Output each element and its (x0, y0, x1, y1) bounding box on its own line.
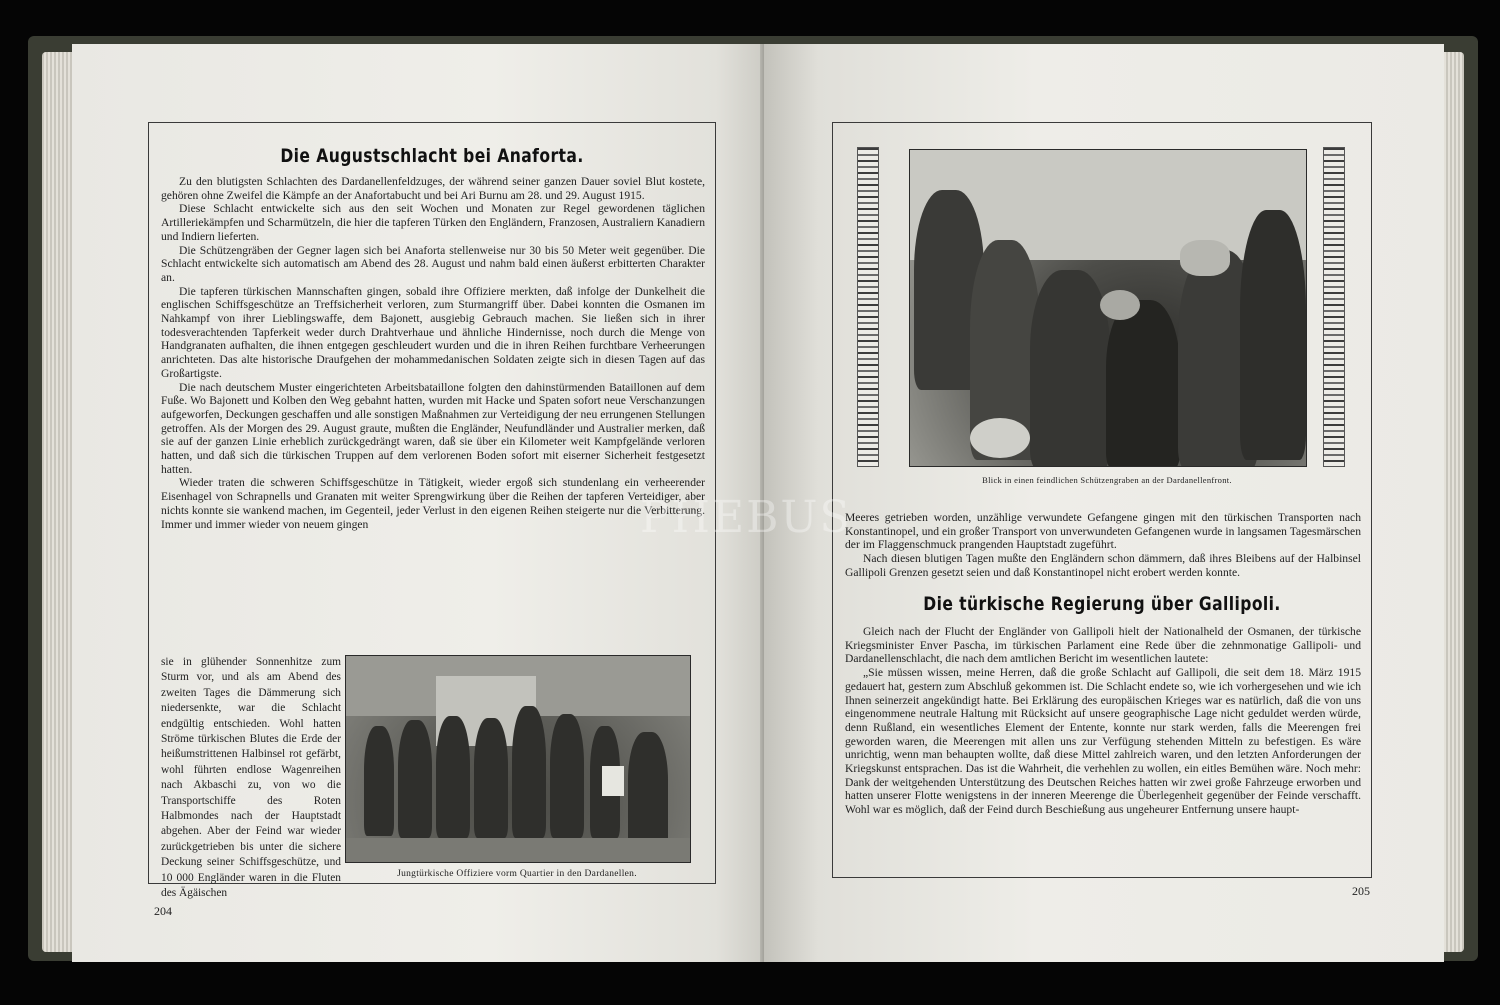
left-ornament-border (857, 147, 879, 467)
right-ornament-border (1323, 147, 1345, 467)
officers-photo-caption: Jungtürkische Offiziere vorm Quartier in den Dardanellen. (397, 869, 637, 879)
watermark: PHEBUS (640, 492, 852, 543)
paragraph: Die tapferen türkischen Mannschaften gingen, sobald ihre Offiziere merkten, daß infolge der Dunkelheit die englischen Schiffsgeschütze an Treffsicherheit verloren, zum Sturmangriff über. Dabei konnten die Osmanen im Nahkampf von ihrer Lieblingswaffe, dem Bajonett, ausgiebig Gebrauch machen. Sie ließen sich in ihrer todesverachtenden Tapferkeit weder durch Drahtverhaue und ähnliche Hindernisse, noch durch die Menge von Handgranaten aufhalten, die ihnen entgegen geschleudert wurden und die in ihren Reihen furchtbare Verheerungen anrichteten. Das alte historische Draufgehen der mohammedanischen Soldaten zeigte sich in diesen Tagen auf das Großartigste. (161, 284, 705, 380)
right-text-frame (832, 122, 1372, 878)
left-wrap-column (161, 655, 341, 902)
left-page-body (161, 175, 705, 531)
right-page-title: Die türkische Regierung über Gallipoli. (923, 593, 1281, 615)
right-page-title-container (833, 593, 1371, 615)
paragraph: Die nach deutschem Muster eingerichteten Arbeitsbataillone folgten den dahinstürmenden Bataillonen auf dem Fuße. Wo Bajonett und Kolben den Weg gebahnt hatten, wurden mit Hacke und Spaten sofort neue Verschanzungen aufgeworfen, Deckungen geschaffen und alle sonstigen Maßnahmen zur Verteidigung der neu errungenen Stellungen getroffen. Als der Morgen des 29. August graute, mußten die Engländer, Neufundländer und Australier merken, daß sie auf der ganzen Linie erheblich zurückgedrängt waren, daß sie über ein Kilometer weit Kampfgelände verloren hatten, und daß sich die türkischen Truppen auf dem verlorenen Boden sofort mit eiserner Sicherheit festgesetzt hatten. (161, 380, 705, 476)
officers-photo (345, 655, 691, 863)
paragraph: Diese Schlacht entwickelte sich aus den seit Wochen und Monaten zur Regel gewordenen täglichen Artilleriekämpfen und Scharmützeln, die hier die tapferen Türken den Engländern, Franzosen, Australiern Kanadiern und Indiern lieferten. (161, 202, 705, 243)
paragraph: „Sie müssen wissen, meine Herren, daß die große Schlacht auf Gallipoli, die seit dem 18. März 1915 gedauert hat, gestern zum Abschluß gekommen ist. Die Schlacht endete so, wie ich vorhergesehen und wie ich Ihnen seinerzeit angekündigt hatte. Bei Erklärung des europäischen Krieges war es natürlich, daß die von uns eingenommene neutrale Haltung mit Rücksicht auf unsere geographische Lage nicht geduldet werden würde, denn Rußland, ein wesentliches Element der Entente, konnte nur stark werden, falls die Meerengen frei geworden waren, die Meerengen mit allen uns zur Verfügung stehenden Mitteln zu befestigen. Es wäre unrichtig, wenn man behaupten wollte, daß diese Mittel zahlreich waren, und den letzten Anforderungen der Kriegskunst entsprachen. Das ist die Wahrheit, die verhehlen zu wollen, ein eitles Bemühen wäre. Noch mehr: Dank der weitgehenden Unterstützung des Deutschen Reiches hatten wir zwei große Fahrzeuge erworben und hatten unserer Flotte wenigstens in der inneren Meerenge die Überlegenheit gegenüber der Feinde verschafft. Wohl war es möglich, daß der Feind durch Beschießung aus ungeheurer Entfernung unsere haupt- (845, 666, 1361, 817)
right-page-bottom-body (845, 625, 1361, 817)
paragraph: Zu den blutigsten Schlachten des Dardanellenfeldzuges, der während seiner ganzen Dauer soviel Blut kostete, gehören ohne Zweifel die Kämpfe an der Anafortabucht und bei Ari Burnu am 28. und 29. August 1915. (161, 175, 705, 202)
left-page-number: 204 (154, 904, 172, 918)
wrap-paragraph: sie in glühender Sonnenhitze zum Sturm vor, und als am Abend des zweiten Tages die Dämmerung sich niedersenkte, war die Schlacht endgültig entschieden. Wohl hatten Ströme türkischen Blutes die Erde der heißumstrittenen Halbinsel rot gefärbt, wohl führten endlose Wagenreihen nach Akbaschi zu, von wo die Transportschiffe des Roten Halbmondes nach der Hauptstadt abgehen. Aber der Feind war wieder zurückgetrieben bis unter die sichere Deckung seiner Schiffsgeschütze, und 10 000 Engländer waren in die Fluten des Ägäischen (161, 656, 341, 900)
left-page-title: Die Augustschlacht bei Anaforta. (280, 145, 584, 167)
paragraph: Wieder traten die schweren Schiffsgeschütze in Tätigkeit, wieder ergoß sich stundenlang ein verheerender Eisenhagel von Schrapnells und Granaten mit weiter Sprengwirkung über die Reihen der tapferen Verteidiger, aber nichts konnte sie wankend machen, im Gegenteil, jeder Verlust in den eigenen Reihen steigerte nur die Verbitterung. Immer und immer wieder von neuem gingen (161, 476, 705, 531)
right-page-top-body (845, 511, 1361, 580)
right-page (764, 44, 1444, 962)
trench-photo (909, 149, 1307, 467)
paragraph: Gleich nach der Flucht der Engländer von Gallipoli hielt der Nationalheld der Osmanen, der türkische Kriegsminister Enver Pascha, im türkischen Parlament eine Rede über die zehnmonatige Gallipoli- und Dardanellenschlacht, die nach dem amtlichen Bericht im wesentlichen lautete: (845, 625, 1361, 666)
left-page-title-container (149, 145, 715, 167)
paragraph: Nach diesen blutigen Tagen mußte den Engländern schon dämmern, daß ihres Bleibens auf der Halbinsel Gallipoli Grenzen gesetzt seien und daß Konstantinopel nicht erobert werden konnte. (845, 552, 1361, 579)
right-page-number: 205 (1352, 884, 1370, 898)
paragraph: Die Schützengräben der Gegner lagen sich bei Anaforta stellenweise nur 30 bis 50 Meter weit gegenüber. Die Schlacht entwickelte sich automatisch am Abend des 28. August und nahm bald einen äußerst erbitterten Charakter an. (161, 243, 705, 284)
trench-photo-caption: Blick in einen feindlichen Schützengraben an der Dardanellenfront. (982, 475, 1232, 485)
paragraph: Meeres getrieben worden, unzählige verwundete Gefangene gingen mit den türkischen Transporten nach Konstantinopel, und ein großer Transport von unverwundeten Gefangenen wurde in langsamen Tagesmärschen der im Flaggenschmuck prangenden Hauptstadt zugeführt. (845, 511, 1361, 552)
left-text-frame (148, 122, 716, 900)
